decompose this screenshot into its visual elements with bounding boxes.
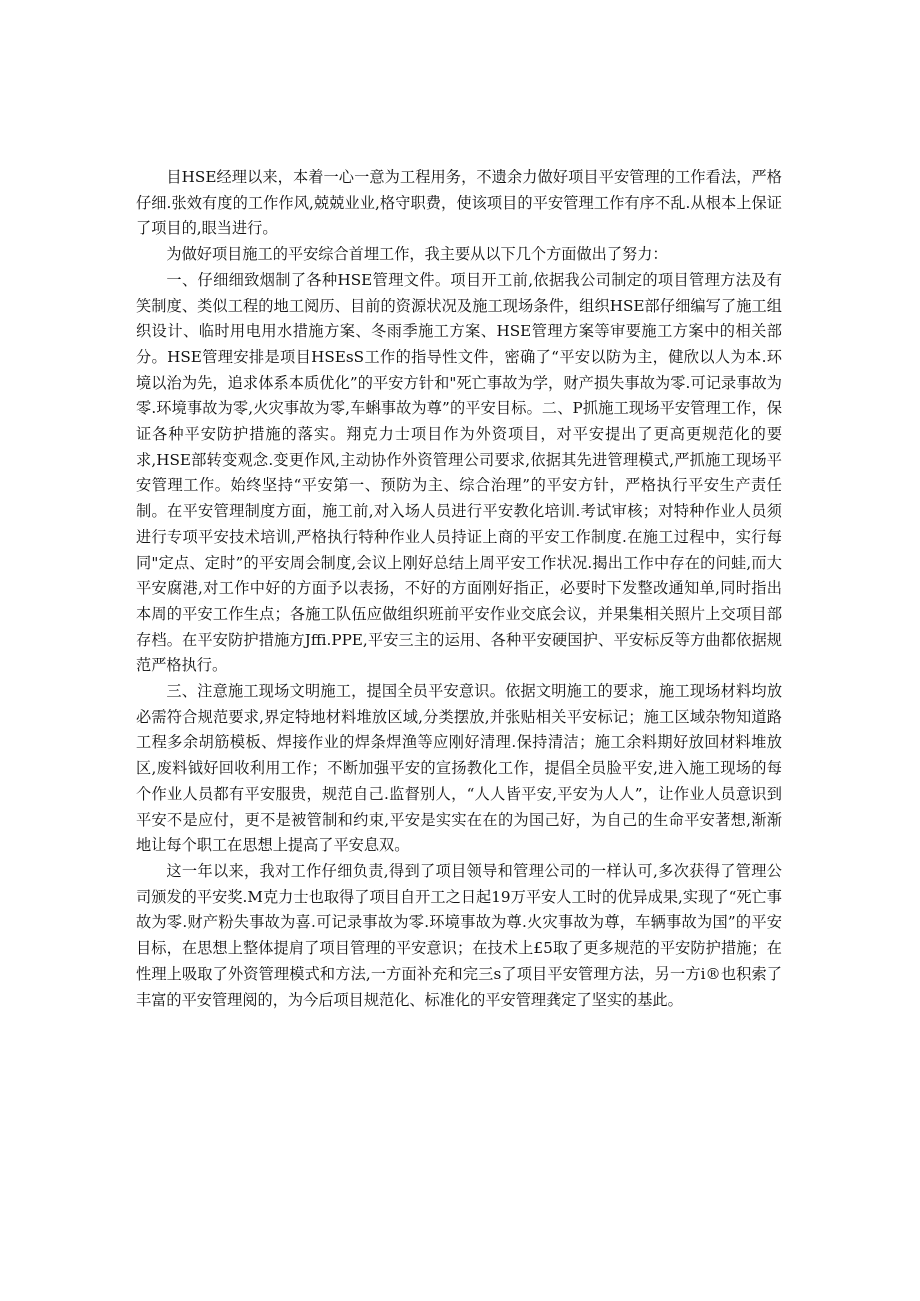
- document-body: [136, 165, 782, 1013]
- paragraph-overview: 为做好项目施工的平安综合首埋工作，我主要从以下几个方面做出了努力：: [166, 245, 668, 264]
- paragraph-hse-documents: 一、仔细细致烟制了各种HSE管理文件。项目开工前,依据我公司制定的项目管理方法及有笑制度、类似工程的地工阅历、目前的资源状况及施工现场条件，组织HSE部仔细编写了施工组织设计、临时用电用水措施方案、冬雨季施工方案、HSE管理方案等审要施工方案中的相关部分。HSE管理安排是项目HSEsS工作的指导性文件，密确了“平安以防为主，健欣以人为本.环境以治为先，追求体系本质优化”的平安方针和"死亡事故为学，财产损失事故为零.可记录事故为零.环境事故为零,火灾事故为零,车蝌事故为尊”的平安目标。二、P抓施工现场平安管理工作，保证各种平安防护措施的落实。翔克力士项目作为外资项目，对平安提出了更高更规范化的要求,HSE部转变观念.变更作风,主动协作外资管理公司要求,依据其先进管理模式,严抓施工现场平安管理工作。始终坚持“平安第一、预防为主、综合治理”的平安方针，严格执行平安生产责任制。在平安管理制度方面，施工前,对入场人员进行平安教化培训.考试审核；对特种作业人员须进行专项平安技术培训,严格执行特种作业人员持证上商的平安工作制度.在施工过程中，实行每同"定点、定时”的平安周会制度,会议上刚好总结上周平安工作状况.揭出工作中存在的问蛙,而大平安腐港,对工作中好的方面予以表扬，不好的方面刚好指正，必要时下发整改通知单,同时指出本周的平安工作生点；各施工队伍应做组织班前平安作业交底会议，并果集相关照片上交项目部存档。在平安防护措施方Jffi.PPE,平安三主的运用、各种平安硬国护、平安标反等方曲都依据规范严格执行。: [136, 270, 782, 675]
- paragraph-civilized-construction: 三、注意施工现场文明施工，提国全员平安意识。依据文明施工的要求，施工现场材料均放必需符合规范要求,界定特地材料堆放区域,分类摆放,并张贴相关平安标记；施工区域杂物知道路工程多余胡筋模板、焊接作业的焊条焊渔等应刚好清理.保持清洁；施工余料期好放回材料堆放区,废料钺好回收利用工作；不断加强平安的宣扬教化工作，提倡全员脸平安,进入施工现场的每个作业人员都有平安服贵，规范自己.监督别人，“人人皆平安,平安为人人”，让作业人员意识到平安不是应付，更不是被管制和约束,平安是实实在在的为国己好，为自己的生命平安著想,渐渐地让每个职工在思想上提高了平安息双。: [136, 682, 782, 855]
- paragraph-intro: 目HSE经理以来，本着一心一意为工程用务，不遗余力做好项目平安管理的工作看法，严格仔细.张效有度的工作作风,兢兢业业,格守职费，使该项目的平安管理工作有序不乱.从根本上保证了项目的,眼当进行。: [136, 168, 782, 238]
- paragraph-summary: 这一年以来，我对工作仔细负责,得到了项目领导和管理公司的一样认可,多次获得了管理公司颁发的平安奖.M克力士也取得了项目自开工之日起19万平安人工时的优异成果,实现了“死亡事故为零.财产粉失事故为喜.可记录事故为零.环境事故为尊.火灾事故为尊，车辆事故为国”的平安目标，在思想上整体提肩了项目管理的平安意识；在技术上£5取了更多规范的平安防护措施；在性理上吸取了外资管理模式和方法,一方面补充和完三s了项目平安管理方法，另一方i®也积索了丰富的平安管理阅的，为今后项目规范化、标准化的平安管理龚定了坚实的基此。: [136, 861, 782, 1009]
